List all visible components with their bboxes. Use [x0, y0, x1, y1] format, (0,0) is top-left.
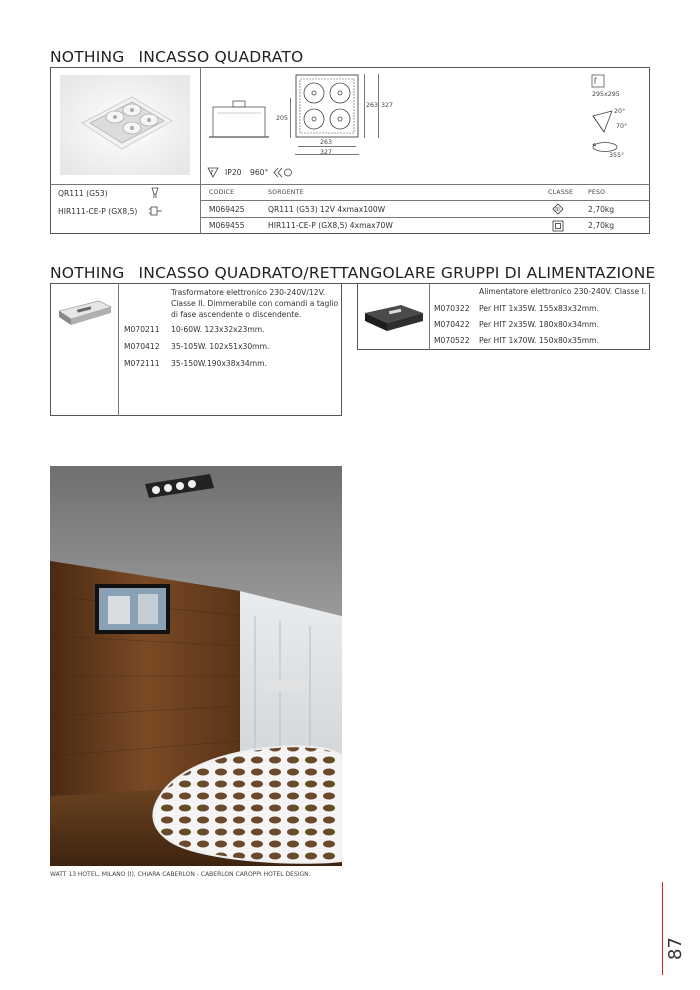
col-header-weight: PESO [588, 189, 606, 196]
table-row-weight: 2,70kg [588, 221, 615, 230]
transformer-description: Trasformatore elettronico 230-240V/12V. Classe II. Dimmerabile con comandi a taglio di fase ascendente o discendente. [171, 288, 339, 319]
tilt-angle-a: 20° [614, 108, 626, 115]
dim-263-height: 263 [366, 102, 379, 109]
list-item-code: M072111 [124, 359, 160, 368]
section2-title: NOTHING INCASSO QUADRATO/RETTANGOLARE GRUPPI DI ALIMENTAZIONE [50, 264, 656, 282]
enec-mark-icon [272, 166, 294, 179]
col-header-class: CLASSE [548, 189, 574, 196]
list-item-spec: Per HIT 1x70W. 150x80x35mm. [479, 336, 599, 345]
power-supply-description: Alimentatore elettronico 230-240V. Classe I. [479, 287, 647, 296]
tilt-icon [590, 108, 616, 134]
product-photo-recessed-square [60, 75, 190, 175]
page-number: 87 [664, 937, 686, 960]
side-view-drawing [205, 95, 275, 145]
dim-263-width: 263 [320, 139, 333, 146]
list-item-code: M070322 [434, 304, 470, 313]
table-row-weight: 2,70kg [588, 205, 615, 214]
cutout-icon [591, 74, 605, 88]
list-item-code: M070211 [124, 325, 160, 334]
cutout-size: 295x295 [592, 91, 620, 98]
table-row-code: M069425 [209, 205, 245, 214]
ip-rating: IP20 [225, 168, 242, 177]
list-item-spec: Per HIT 2x35W. 180x80x34mm. [479, 320, 599, 329]
glow-wire-temp: 960° [250, 168, 269, 177]
list-item-spec: 35-150W.190x38x34mm. [171, 359, 267, 368]
f-mark-icon [207, 167, 219, 178]
svg-text:F: F [211, 170, 214, 176]
rotation-angle: 355° [609, 152, 625, 159]
source-item-gx85: HIR111-CE-P (GX8,5) [58, 207, 138, 216]
source-item-g53: QR111 (G53) [58, 189, 108, 198]
g53-lamp-icon [148, 186, 162, 200]
list-item-spec: 35-105W. 102x51x30mm. [171, 342, 270, 351]
svg-text:III: III [555, 207, 560, 213]
class-III-icon [552, 203, 564, 215]
list-item-code: M070522 [434, 336, 470, 345]
dim-205: 205 [276, 115, 289, 122]
col-header-source: SORGENTE [268, 189, 304, 196]
class-II-icon [552, 220, 564, 232]
section1-title: NOTHING INCASSO QUADRATO [50, 48, 304, 66]
gx85-lamp-icon [148, 204, 164, 218]
table-row-source: QR111 (G53) 12V 4xmax100W [268, 205, 386, 214]
power-supply-photo [361, 299, 427, 335]
dim-327-height: 327 [381, 102, 394, 109]
table-row-source: HIR111-CE-P (GX8,5) 4xmax70W [268, 221, 393, 230]
top-view-drawing [295, 74, 360, 139]
list-item-spec: Per HIT 1x35W. 155x83x32mm. [479, 304, 599, 313]
photo-caption: WATT 13 HOTEL, MILANO (I), CHIARA CABERLON - CABERLON CAROPPI HOTEL DESIGN. [50, 871, 311, 878]
list-item-code: M070412 [124, 342, 160, 351]
tilt-angle-b: 70° [616, 123, 628, 130]
hotel-interior-photo [50, 466, 342, 866]
table-row-code: M069455 [209, 221, 245, 230]
dim-327-width: 327 [320, 149, 333, 156]
list-item-spec: 10-60W. 123x32x23mm. [171, 325, 265, 334]
page-number-accent-line [662, 882, 663, 975]
col-header-code: CODICE [209, 189, 235, 196]
transformer-photo [55, 293, 115, 333]
list-item-code: M070422 [434, 320, 470, 329]
